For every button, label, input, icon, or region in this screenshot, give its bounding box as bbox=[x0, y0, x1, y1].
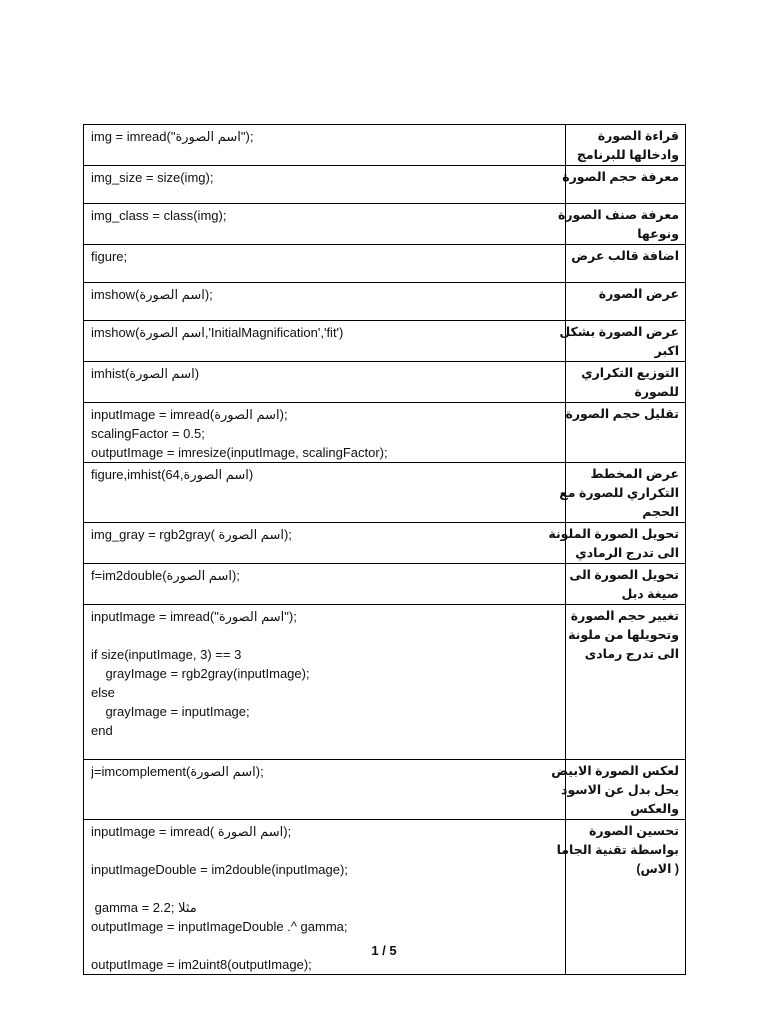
code-line: end bbox=[91, 723, 113, 738]
description-cell bbox=[562, 166, 686, 204]
table-row bbox=[84, 760, 686, 820]
code-line bbox=[91, 879, 559, 898]
table-row bbox=[84, 283, 686, 321]
code-line: else bbox=[91, 685, 115, 700]
description-cell bbox=[566, 283, 686, 321]
code-cell bbox=[84, 362, 566, 403]
description-line: عرض الصورة بشكل bbox=[559, 325, 679, 339]
code-line: j=imcomplement(اسم الصورة); bbox=[91, 764, 264, 779]
code-line: outputImage = inputImageDouble .^ gamma; bbox=[91, 919, 348, 934]
code-cell bbox=[84, 245, 566, 283]
description-cell bbox=[566, 605, 686, 760]
description-line: والعكس bbox=[630, 802, 679, 816]
code-line: outputImage = imresize(inputImage, scalingFactor); bbox=[91, 445, 388, 460]
code-line: grayImage = rgb2gray(inputImage); bbox=[91, 666, 310, 681]
description-line: صيغة دبل bbox=[621, 587, 679, 601]
description-cell bbox=[551, 760, 686, 820]
table-row bbox=[84, 204, 686, 245]
table-row bbox=[84, 125, 686, 166]
description-line: اضافة قالب عرض bbox=[571, 249, 679, 263]
code-line: inputImage = imread( اسم الصورة); bbox=[91, 824, 292, 839]
code-line: gamma = 2.2; مثلا bbox=[91, 900, 197, 915]
description-cell bbox=[548, 523, 686, 564]
description-line: الى تدرج الرمادي bbox=[575, 546, 679, 560]
description-cell bbox=[566, 245, 686, 283]
description-line: معرفة حجم الصورة bbox=[562, 170, 679, 184]
code-cell bbox=[84, 605, 566, 760]
description-line: بواسطة تقنية الجاما bbox=[556, 843, 679, 857]
code-cell bbox=[84, 403, 566, 463]
code-line bbox=[91, 841, 559, 860]
code-cell bbox=[84, 321, 566, 362]
description-line: تحويل الصورة الى bbox=[569, 568, 679, 582]
description-line: عرض المخطط bbox=[590, 467, 679, 481]
table-row bbox=[84, 605, 686, 760]
description-line: الى تدرج رمادى bbox=[584, 647, 679, 661]
table-row bbox=[84, 463, 686, 523]
description-line: وادخالها للبرنامج bbox=[576, 148, 679, 162]
code-line: inputImage = imread("اسم الصورة"); bbox=[91, 609, 297, 624]
description-line: اكبر bbox=[654, 344, 679, 358]
code-line: grayImage = inputImage; bbox=[91, 704, 250, 719]
description-line: لعكس الصورة الابيض bbox=[551, 764, 679, 778]
description-line: الحجم bbox=[642, 505, 679, 519]
table-row bbox=[84, 245, 686, 283]
description-line: ونوعها bbox=[637, 227, 679, 241]
description-cell bbox=[557, 204, 686, 245]
description-line: قراءة الصورة bbox=[597, 129, 679, 143]
description-line: تحسين الصورة bbox=[589, 824, 679, 838]
code-cell bbox=[84, 125, 566, 166]
description-line: معرفة صنف الصورة bbox=[557, 208, 679, 222]
code-line: img = imread("اسم الصورة"); bbox=[91, 129, 254, 144]
description-cell bbox=[566, 125, 686, 166]
table-row bbox=[84, 564, 686, 605]
code-line: if size(inputImage, 3) == 3 bbox=[91, 647, 242, 662]
code-cell bbox=[84, 204, 566, 245]
code-cell bbox=[84, 523, 566, 564]
description-cell bbox=[566, 362, 686, 403]
code-line: figure,imhist(اسم الصورة,64) bbox=[91, 467, 254, 482]
code-line: imshow(اسم الصورة); bbox=[91, 287, 213, 302]
table-row bbox=[84, 523, 686, 564]
description-cell bbox=[566, 564, 686, 605]
code-line: inputImage = imread(اسم الصورة); bbox=[91, 407, 288, 422]
description-line: تغيير حجم الصورة bbox=[570, 609, 679, 623]
table-row bbox=[84, 321, 686, 362]
code-cell bbox=[84, 564, 566, 605]
code-line: imhist(اسم الصورة) bbox=[91, 366, 200, 381]
page-number: 1 / 5 bbox=[371, 943, 397, 958]
code-line bbox=[91, 740, 559, 759]
code-cell bbox=[84, 760, 566, 820]
code-line: outputImage = im2uint8(outputImage); bbox=[91, 957, 312, 972]
description-line: يحل بدل عن الاسود bbox=[561, 783, 679, 797]
description-line: عرض الصورة bbox=[598, 287, 679, 301]
code-cell bbox=[84, 166, 566, 204]
table-row bbox=[84, 166, 686, 204]
code-line: img_gray = rgb2gray( اسم الصورة); bbox=[91, 527, 292, 542]
code-line: f=im2double(اسم الصورة); bbox=[91, 568, 240, 583]
description-cell bbox=[559, 463, 686, 523]
description-line: للصورة bbox=[634, 385, 679, 399]
table-row bbox=[84, 362, 686, 403]
code-cell bbox=[84, 463, 566, 523]
code-cell bbox=[84, 283, 566, 321]
code-line: scalingFactor = 0.5; bbox=[91, 426, 205, 441]
description-line: التوزيع التكراري bbox=[581, 366, 679, 380]
description-line: تقليل حجم الصورة bbox=[565, 407, 679, 421]
description-line: ( الاس) bbox=[636, 862, 679, 876]
code-line bbox=[91, 626, 559, 645]
description-cell bbox=[566, 403, 686, 463]
description-line: تحويل الصورة الملونة bbox=[548, 527, 679, 541]
description-line: التكراري للصورة مع bbox=[559, 486, 679, 500]
code-line: img_class = class(img); bbox=[91, 208, 227, 223]
code-line: figure; bbox=[91, 249, 128, 264]
code-line: inputImageDouble = im2double(inputImage); bbox=[91, 862, 348, 877]
description-line: وتحويلها من ملونة bbox=[568, 628, 679, 642]
description-cell bbox=[559, 321, 686, 362]
code-line: imshow(اسم الصورة,'InitialMagnification','fit') bbox=[91, 325, 344, 340]
table-row bbox=[84, 403, 686, 463]
table-body bbox=[84, 125, 686, 975]
code-reference-table bbox=[83, 124, 686, 975]
code-line: img_size = size(img); bbox=[91, 170, 214, 185]
